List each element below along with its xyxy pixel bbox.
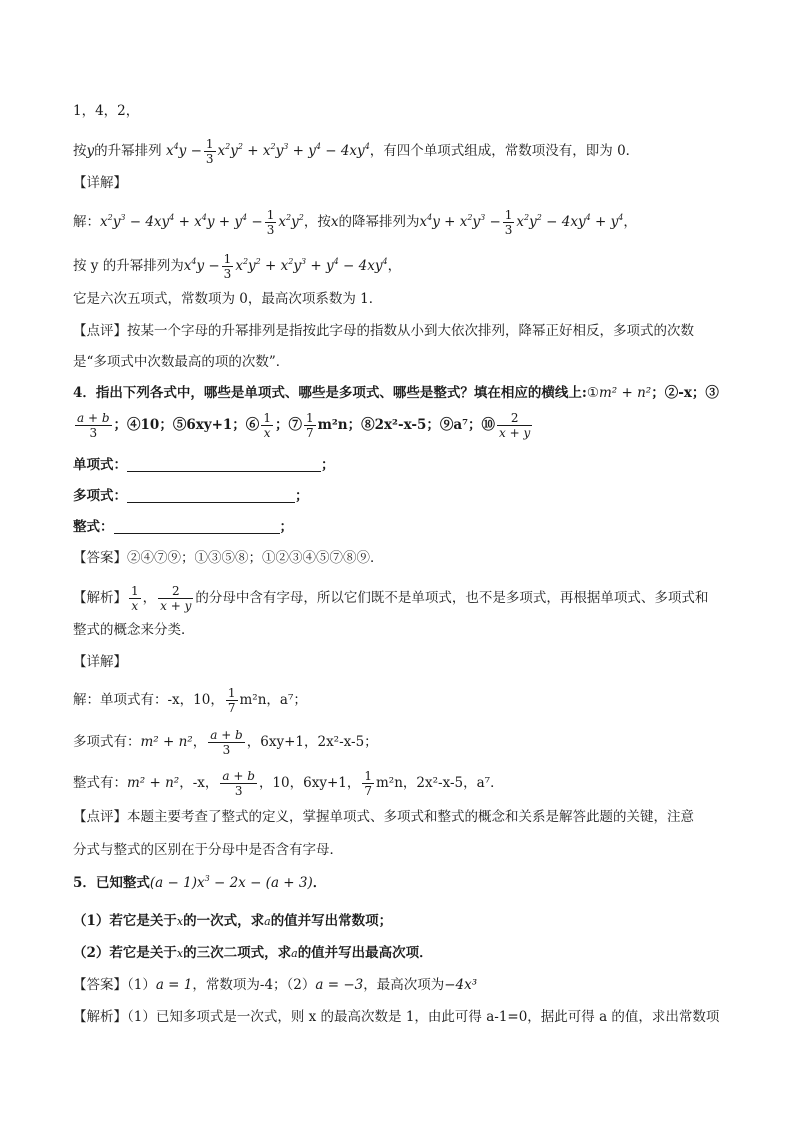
ascending-line: 按 y 的升幂排列为$x^4y$ − $\frac{1}{3}$ $x^2y^2 + x^2y^3 + y^4 - 4xy^4$， [73,252,402,281]
polynomial-blank-line: 多项式： ； [73,488,309,504]
question-5-part-1: （1）若它是关于x的一次式，求a的值并写出常数项； [73,913,393,929]
polynomial-expression: $x^4y$ − $\frac{1}{3}$ $x^2y^2 + x^2y^3 + y^4 - 4xy^4$ [183,252,388,281]
solution-line: 解：$x^2y^3 - 4xy^4 + x^4y + y^4$ − $\frac{1}{3}$ $x^2y^2$，按x的降幂排列为$x^4y + x^2y^3$ − $\frac{1}{3}$ $x^2y^2 - 4xy^4 + y^4$， [73,208,637,237]
question-5-stem: 5．已知整式$(a - 1)x^3 - 2x - (a + 3)$． [73,874,327,891]
answer-5: 【答案】（1）a = 1，常数项为-4；（2）a = −3，最高次项为−4x³ [73,977,478,993]
ascending-y-sentence: 按y的升幂排列 $x^4y$ − $\frac{1}{3}$ $x^2y^2 + x^2y^3 + y^4 - 4xy^4$，有四个单项式组成，常数项没有，即为 0． [73,137,640,166]
detail-heading: 【详解】 [73,175,127,191]
comment-4-line-1: 【点评】本题主要考查了整式的定义，掌握单项式、多项式和整式的概念和关系是解答此题的关键，注意 [73,809,694,825]
monomial-answer-blank[interactable] [127,457,321,472]
comment-4-line-2: 分式与整式的区别在于分母中是否含有字母． [73,842,343,858]
polynomial-expression: $(a - 1)x^3 - 2x - (a + 3)$ [149,874,313,891]
answer-values-line: 1，4，2， [73,103,140,119]
comment-line-1: 【点评】按某一个字母的升幂排列是指按此字母的指数从小到大依次排列，降幂正好相反，多项式的次数 [73,323,694,339]
monomial-blank-line: 单项式： ； [73,457,335,473]
analysis-5-line-1: 【解析】（1）已知多项式是一次式，则 x 的最高次数是 1，由此可得 a-1=0，据此可得 a 的值，求出常数项 [73,1009,720,1025]
polynomial-expression: $x^4y + x^2y^3$ − $\frac{1}{3}$ $x^2y^2 - 4xy^4 + y^4$ [419,208,624,237]
question-4-line-1: 4．指出下列各式中，哪些是单项式、哪些是多项式、哪些是整式？填在相应的横线上:①m² + n²；②-x；③ [73,385,719,401]
question-4-line-2: $\frac{a + b}{3}$ ；④10；⑤6xy+1；⑥ $\frac{1}{x}$ ；⑦ $\frac{1}{7}$ m²n；⑧2x²-x-5；⑨a⁷；⑩ $\frac{2}{x + y}$ [77,411,531,440]
monomial-list: 解：单项式有：-x，10， $\frac{1}{7}$ m²n，a⁷； [73,686,307,715]
analysis-4-line-1: 【解析】 $\frac{1}{x}$ ， $\frac{2}{x + y}$ 的分母中含有字母，所以它们既不是单项式，也不是多项式，再根据单项式、多项式和 [73,584,709,613]
polynomial-expression: $x^2y^3 - 4xy^4 + x^4y + y^4$ − $\frac{1}{3}$ $x^2y^2$ [100,208,304,237]
question-5-part-2: （2）若它是关于x的三次二项式，求a的值并写出最高次项． [73,945,433,961]
polynomial-answer-blank[interactable] [127,488,295,503]
answer-4: 【答案】②④⑦⑨；①③⑤⑧；①②③④⑤⑦⑧⑨． [73,550,384,566]
polynomial-expression: $x^4y$ − $\frac{1}{3}$ $x^2y^2 + x^2y^3 + y^4 - 4xy^4$ [165,137,370,166]
comment-line-2: 是“多项式中次数最高的项的次数”． [73,354,290,370]
integral-answer-blank[interactable] [114,519,280,534]
polynomial-list: 多项式有：m² + n²， $\frac{a + b}{3}$ ，6xy+1，2x²-x-5； [73,728,378,757]
analysis-4-line-2: 整式的概念来分类． [73,622,195,638]
integral-blank-line: 整式： ； [73,519,293,535]
integral-list: 整式有：m² + n²，-x， $\frac{a + b}{3}$ ，10，6xy+1， $\frac{1}{7}$ m²n，2x²-x-5，a⁷． [73,769,504,798]
conclusion-line: 它是六次五项式，常数项为 0，最高次项系数为 1． [73,291,383,307]
detail-4-heading: 【详解】 [73,654,127,670]
